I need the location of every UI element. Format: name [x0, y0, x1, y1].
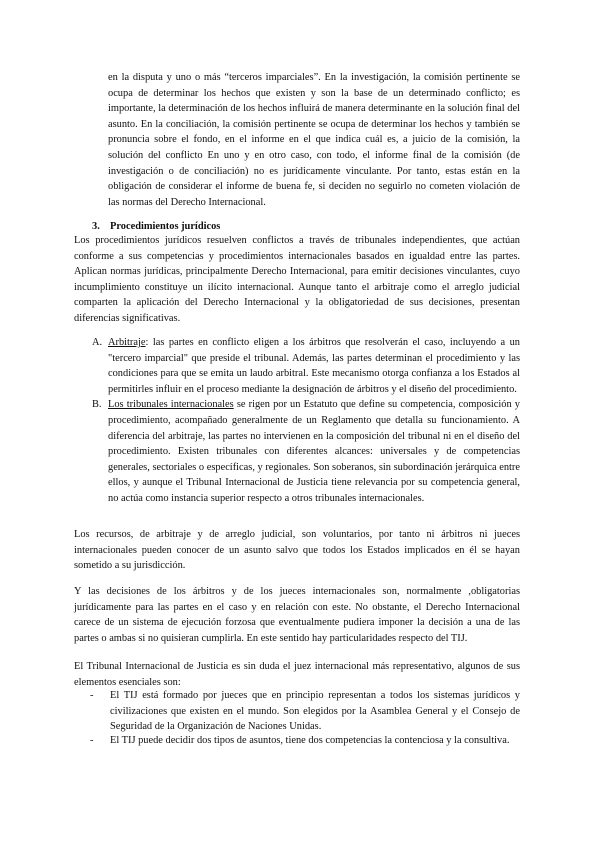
section-number: 3. — [92, 221, 100, 232]
list-item-text — [108, 397, 520, 506]
paragraph-tij: El Tribunal Internacional de Justicia es sin duda el juez internacional más representativo, algunos de sus elementos esenciales son: — [74, 661, 520, 688]
continuation-paragraph: en la disputa y uno o más “terceros imparciales”. En la investigación, la comisión pertinente se ocupa de determinar los hechos que existen y son la base de un determinado conflicto; es importante, la determinación de los hechos influirá de manera determinante en la solución final del asunto. En la conciliación, la comisión pertinente se ocupa de determinar los hechos y también se pronuncia sobre el fondo, en el informe en el que indica cuál es, a juicio de la comisión, la solución del conflicto En uno y en otro caso, con todo, el informe final de la comisión (de investigación o de conciliación) no es jurídicamente vinculante. Por tanto, estas están en la obligación de considerar el informe de buena fe, si deciden no seguirlo no cometen violación de las normas del Derecho Internacional. — [108, 72, 520, 208]
list-item-term: Los tribunales internacionales — [108, 399, 234, 411]
dash-item — [90, 688, 520, 735]
list-item-term: Arbitraje — [108, 337, 146, 348]
dash-item-text: El TIJ puede decidir dos tipos de asuntos, tiene dos competencias la contenciosa y la consultiva. — [110, 735, 510, 746]
list-item-arbitraje — [92, 335, 520, 397]
list-marker: A. — [92, 337, 103, 348]
list-item-tribunales — [92, 397, 520, 506]
paragraph-decisiones: Y las decisiones de los árbitros y de los jueces internacionales son, normalmente ,obligatorias jurídicamente para las partes en el caso y en relación con este. No obstante, el Derecho Internacional carece de un sistema de ejecución forzosa que eventualmente pudiera imponer la decisión a una de las partes o ambas si no quisieran cumplirla. En este sentido hay particularidades respecto del TIJ. — [74, 586, 520, 644]
dash-marker: - — [90, 690, 94, 701]
dash-item — [90, 733, 520, 749]
list-item-body: : las partes en conflicto eligen a los árbitros que resolverán el caso, incluyendo a un "tercero imparcial" que preside el tribunal. Además, las partes determinan el procedimiento y las condiciones para que se emita un laudo arbitral. Este mecanismo otorga confianza a los Estados al permitirles influir en el proceso mediante la designación de árbitros y el diseño del procedimiento. — [108, 337, 520, 395]
dash-item-text: El TIJ está formado por jueces que en principio representan a todos los sistemas jurídicos y civilizaciones que existen en el mundo. Son elegidos por la Asamblea General y el Consejo de Seguridad de la Organización de Naciones Unidas. — [110, 690, 520, 733]
section-title: Procedimientos jurídicos — [110, 221, 221, 232]
paragraph-recursos: Los recursos, de arbitraje y de arreglo judicial, son voluntarios, por tanto ni árbitros ni jueces internacionales pueden conocer de un asunto salvo que todos los Estados implicados en él se hayan sometido a su jurisdicción. — [74, 529, 520, 572]
section-intro-paragraph: Los procedimientos jurídicos resuelven conflictos a través de tribunales independientes, que actúan conforme a sus competencias y procedimientos internacionales basados en igualdad entre las partes. Aplican normas jurídicas, principalmente Derecho Internacional, para emitir decisiones vinculantes, cuyo incumplimiento constituye un ilícito internacional. Aunque tanto el arbitraje como el arreglo judicial comparten la aplicación del Derecho Internacional y la obligatoriedad de sus decisiones, presentan diferencias significativas. — [74, 235, 520, 324]
list-marker: B. — [92, 399, 102, 411]
list-item-text — [108, 335, 520, 397]
list-item-body: se rigen por un Estatuto que define su competencia, composición y procedimiento, acompañado generalmente de un Reglamento que detalla su funcionamiento. A diferencia del arbitraje, las partes no intervienen en la composición del tribunal ni en el diseño del procedimiento. Existen tribunales con diferentes alcances: universales y de competencias generales, sectoriales o específicas, y regionales. Son soberanos, sin subordinación jerárquica entre ellos, y aunque el Tribunal Internacional de Justicia tiene relevancia por su competencia general, no actúa como instancia superior respecto a otros tribunales internacionales. — [108, 399, 520, 504]
dash-marker: - — [90, 735, 94, 746]
lettered-list — [92, 335, 520, 507]
